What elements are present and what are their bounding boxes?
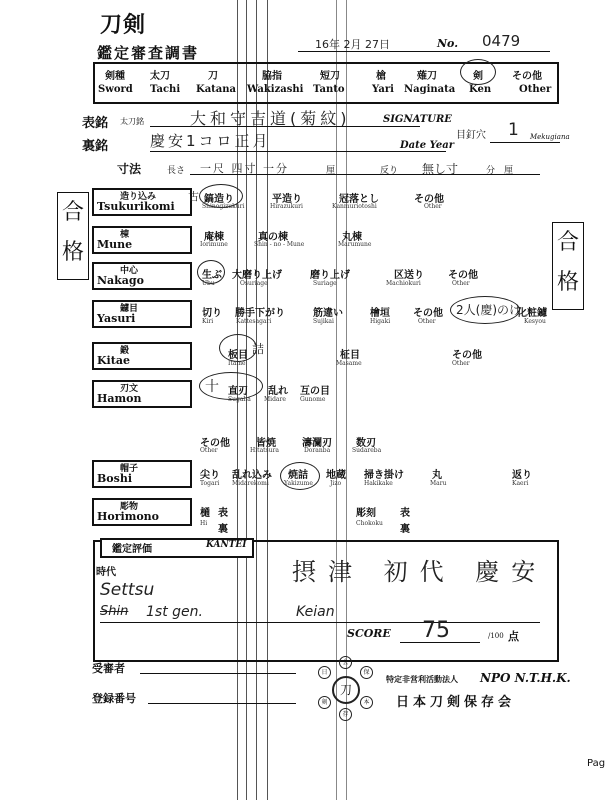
tachi-mei-label: 太刀銘 xyxy=(120,117,144,126)
opt-kattesagari-en: Kattesagari xyxy=(236,318,272,325)
opt-hi: 樋 xyxy=(200,508,210,519)
opt-hirazukuri-en: Hirazukuri xyxy=(270,203,303,210)
score-unit: 点 xyxy=(508,630,519,643)
opt-hitatsura: 皆焼 xyxy=(256,438,276,449)
opt-itame-en: Itame xyxy=(228,360,246,367)
sword-type-wakizashi-en: Wakizashi xyxy=(247,84,304,95)
kitae-label-box xyxy=(92,342,192,370)
sword-type-naginata: 薙刀 xyxy=(417,71,437,82)
length-value: 一尺 四寸 一分 xyxy=(200,162,289,175)
opt-maru: 丸 xyxy=(432,470,442,481)
opt-chokoku-en: Chokoku xyxy=(356,520,383,527)
opt-togari-en: Togari xyxy=(200,480,220,487)
date-written: 16年 2月 27日 xyxy=(315,38,390,51)
opt-jizo-en: Jizo xyxy=(330,480,342,487)
opt-hakikake-en: Hakikake xyxy=(364,480,393,487)
opt-iorimune-en: Iorimune xyxy=(200,241,228,248)
sword-type-tachi-en: Tachi xyxy=(150,84,181,95)
ura-underline xyxy=(150,151,446,152)
sword-type-katana: 刀 xyxy=(208,71,218,82)
opt-shinogizukuri-en: Shinogizukuri xyxy=(202,203,245,210)
tsukurikomi-mark: 古 xyxy=(188,190,199,203)
date-underline xyxy=(298,51,550,52)
opt-chokoku: 彫刻 xyxy=(356,508,376,519)
opt-kitae-other: その他 xyxy=(452,350,482,361)
opt-sudareba-en: Sudareba xyxy=(352,447,382,454)
number-label: No. xyxy=(437,37,459,50)
hamon-label-box xyxy=(92,380,192,408)
opt-hamon-other: その他 xyxy=(200,438,230,449)
sword-type-naginata-en: Naginata xyxy=(404,84,456,95)
kantei-label-en: KANTEI xyxy=(206,540,247,550)
jidai-label: 時代 xyxy=(96,567,116,578)
length-label: 長さ xyxy=(167,166,186,176)
sword-type-yari: 槍 xyxy=(376,71,386,82)
opt-sujikai: 筋違い xyxy=(313,308,343,319)
sword-type-katana-en: Katana xyxy=(196,84,237,95)
tsukurikomi-en: Tsukurikomi xyxy=(97,200,175,213)
opt-higaki-en: Higaki xyxy=(370,318,391,325)
sword-type-wakizashi: 脇指 xyxy=(262,71,282,82)
tsukurikomi-label-box xyxy=(92,188,192,216)
opt-kaeri-en: Kaeri xyxy=(512,480,529,487)
seal-mark: 日 xyxy=(318,666,331,679)
boshi-en: Boshi xyxy=(97,472,133,485)
opt-kanmuriotoshi: 冠落とし xyxy=(339,194,379,205)
sori-value: 無し寸 xyxy=(422,162,459,176)
nakago-jp: 中心 xyxy=(120,266,139,276)
opt-kattesagari: 勝手下がり xyxy=(235,308,285,319)
horimono-label-box xyxy=(92,498,192,526)
dimension-underline xyxy=(190,174,540,175)
opt-kiri-en: Kiri xyxy=(202,318,214,325)
toroku-label: 登録番号 xyxy=(92,692,136,705)
date-year-label: Date Year xyxy=(400,140,454,151)
opt-midare: 乱れ xyxy=(268,386,288,397)
sword-type-other-en: Other xyxy=(519,84,552,95)
sori-label: 反り xyxy=(380,166,399,176)
sword-type-yari-en: Yari xyxy=(372,84,394,95)
seal-mark: 保 xyxy=(360,666,373,679)
opt-chokoku-ura: 裏 xyxy=(400,524,410,535)
opt-shinnomune: 真の棟 xyxy=(258,232,288,243)
opt-kaeri: 返り xyxy=(512,470,532,481)
hamon-en: Hamon xyxy=(97,392,142,405)
opt-maru-en: Maru xyxy=(430,480,447,487)
mune-label-box xyxy=(92,226,192,254)
org-jp-type: 特定非営利活動法人 xyxy=(386,674,458,684)
gokaku-right: 合格 xyxy=(552,222,584,310)
jusha-underline xyxy=(140,673,296,674)
sword-type-tanto-en: Tanto xyxy=(313,84,345,95)
opt-togari: 尖り xyxy=(200,470,220,481)
opt-nakago-other: その他 xyxy=(448,270,478,281)
boshi-jp: 帽子 xyxy=(120,464,139,474)
sword-type-ken: 剣 xyxy=(473,71,483,82)
opt-kiri: 切り xyxy=(202,308,222,319)
opt-doranba-en: Doranba xyxy=(304,447,331,454)
kitae-en: Kitae xyxy=(97,354,130,367)
opt-marumune-en: Marumune xyxy=(338,241,372,248)
sword-type-label-en: Sword xyxy=(98,84,133,95)
opt-midarekomi-en: Midarekomi xyxy=(232,480,269,487)
sword-type-tachi: 太刀 xyxy=(150,71,170,82)
opt-ubu: 生ぶ xyxy=(202,270,222,281)
gokaku-left: 合格 xyxy=(57,192,89,280)
opt-osuriage: 大磨り上げ xyxy=(232,270,282,281)
seal-mark: 本 xyxy=(360,696,373,709)
sword-type-tanto: 短刀 xyxy=(320,71,340,82)
yasuri-handwritten: 2人(慶)のけ xyxy=(456,303,521,317)
score-total: /100 xyxy=(488,632,504,640)
score-underline xyxy=(400,642,480,643)
score-value: 75 xyxy=(422,618,450,643)
mekugi-label: 目釘穴 xyxy=(456,130,486,141)
opt-yakizume: 焼詰 xyxy=(288,470,308,481)
opt-chokoku-omote: 表 xyxy=(400,508,410,519)
nthk-seal xyxy=(312,656,380,724)
sori-unit: 分 厘 xyxy=(486,166,514,176)
boshi-label-box xyxy=(92,460,192,488)
kantei-romaji-generation: 1st gen. xyxy=(146,604,203,620)
kantei-label-jp: 鑑定評価 xyxy=(112,544,152,555)
opt-shinnomune-en: Shin - no - Mune xyxy=(254,241,305,248)
opt-yakizume-en: Yakizume xyxy=(284,480,313,487)
hamon-jp: 刃文 xyxy=(120,384,139,394)
seal-mark: 剣 xyxy=(318,696,331,709)
tsukurikomi-jp: 造り込み xyxy=(120,192,157,202)
dimension-label: 寸法 xyxy=(117,162,142,176)
kitae-handwritten: 詰 xyxy=(252,342,265,356)
kantei-romaji-era: Keian xyxy=(296,604,335,620)
opt-higaki: 檜垣 xyxy=(370,308,390,319)
length-unit: 厘 xyxy=(326,166,336,176)
opt-sugaha-en: Sugaha xyxy=(228,396,251,403)
opt-hirazukuri: 平造り xyxy=(272,194,302,205)
ura-value: 慶安1コロ正月 xyxy=(150,132,271,150)
opt-yasuri-other-en: Other xyxy=(418,318,436,325)
mekugi-underline xyxy=(490,142,560,143)
opt-shinogizukuri: 鎬造り xyxy=(204,194,234,205)
nakago-en: Nakago xyxy=(97,274,144,287)
kitae-jp: 鍛 xyxy=(120,346,130,356)
nakago-label-box xyxy=(92,262,192,290)
kantei-romaji-province: Settsu xyxy=(100,580,155,600)
opt-osuriage-en: Osuriage xyxy=(240,280,268,287)
opt-tsukuri-other: その他 xyxy=(414,194,444,205)
sword-type-other: その他 xyxy=(512,71,542,82)
sword-type-ken-en: Ken xyxy=(469,84,492,95)
hamon-handwritten: 十 xyxy=(205,379,219,395)
ken-selection-circle xyxy=(460,59,496,85)
mekugi-en: Mekugiana xyxy=(530,133,570,141)
opt-marumune: 丸棟 xyxy=(342,232,362,243)
opt-ubu-en: Ubu xyxy=(202,280,215,287)
kantei-romaji-struck: Shin xyxy=(100,604,129,619)
page-title: 鑑定審査調書 xyxy=(97,44,200,62)
mune-jp: 棟 xyxy=(120,230,130,240)
opt-hi-en: Hi xyxy=(200,520,208,527)
signature-label: SIGNATURE xyxy=(383,114,452,125)
opt-kanmuriotoshi-en: Kanmuriotoshi xyxy=(332,203,377,210)
yasuri-en: Yasuri xyxy=(97,312,136,325)
yasuri-label-box xyxy=(92,300,192,328)
opt-gunome-en: Gunome xyxy=(300,396,326,403)
opt-doranba: 濤瀾刃 xyxy=(302,438,332,449)
sword-type-label: 剣種 xyxy=(105,71,125,82)
opt-gunome: 互の目 xyxy=(300,386,330,397)
opt-hakikake: 掃き掛け xyxy=(364,470,404,481)
jusha-label: 受審者 xyxy=(92,662,125,675)
opt-jizo: 地蔵 xyxy=(326,470,346,481)
opt-iorimune: 庵棟 xyxy=(204,232,224,243)
opt-masame-en: Masame xyxy=(336,360,362,367)
org-name: 日本刀剣保存会 xyxy=(396,695,516,710)
opt-midare-en: Midare xyxy=(264,396,286,403)
omote-value: 大和守吉道(菊紋) xyxy=(190,109,351,128)
opt-itame: 板目 xyxy=(228,350,248,361)
opt-hi-ura: 裏 xyxy=(218,524,228,535)
opt-hitatsura-en: Hitatsura xyxy=(250,447,279,454)
opt-hi-omote: 表 xyxy=(218,508,228,519)
opt-kitae-other-en: Other xyxy=(452,360,470,367)
logo: 刀剣 xyxy=(100,12,147,38)
seal-center: 刀 xyxy=(332,676,360,704)
mekugi-value: 1 xyxy=(508,120,519,140)
score-label: SCORE xyxy=(347,627,391,640)
page-label: Pag xyxy=(587,758,606,769)
omote-underline xyxy=(150,126,420,127)
opt-machiokuri: 区送り xyxy=(394,270,424,281)
opt-hamon-other-en: Other xyxy=(200,447,218,454)
omote-label: 表銘 xyxy=(82,116,109,131)
opt-machiokuri-en: Machiokuri xyxy=(386,280,421,287)
opt-tsukuri-other-en: Other xyxy=(424,203,442,210)
horimono-en: Horimono xyxy=(97,510,160,523)
opt-suriage-en: Suriage xyxy=(313,280,337,287)
yasuri-jp: 鑢目 xyxy=(120,304,139,314)
opt-masame: 柾目 xyxy=(340,350,360,361)
number-value: 0479 xyxy=(482,32,521,50)
seal-mark: 会 xyxy=(339,656,352,669)
horimono-jp: 彫物 xyxy=(120,502,139,512)
org-en: NPO N.T.H.K. xyxy=(480,671,571,685)
toroku-underline xyxy=(148,703,296,704)
kantei-underline xyxy=(100,622,540,623)
opt-sujikai-en: Sujikai xyxy=(313,318,334,325)
kantei-jp-result: 摂津 初代 慶安 xyxy=(292,558,548,586)
opt-midarekomi: 乱れ込み xyxy=(232,470,272,481)
opt-suriage: 磨り上げ xyxy=(310,270,350,281)
mune-en: Mune xyxy=(97,238,133,251)
opt-sugaha: 直刃 xyxy=(228,386,248,397)
opt-nakago-other-en: Other xyxy=(452,280,470,287)
ura-label: 裏銘 xyxy=(82,139,109,154)
opt-kesyou: 化粧鑢 xyxy=(517,308,547,319)
opt-sudareba: 数刃 xyxy=(356,438,376,449)
opt-yasuri-other: その他 xyxy=(413,308,443,319)
opt-kesyou-en: Kesyou xyxy=(524,318,546,325)
seal-mark: 存 xyxy=(339,708,352,721)
